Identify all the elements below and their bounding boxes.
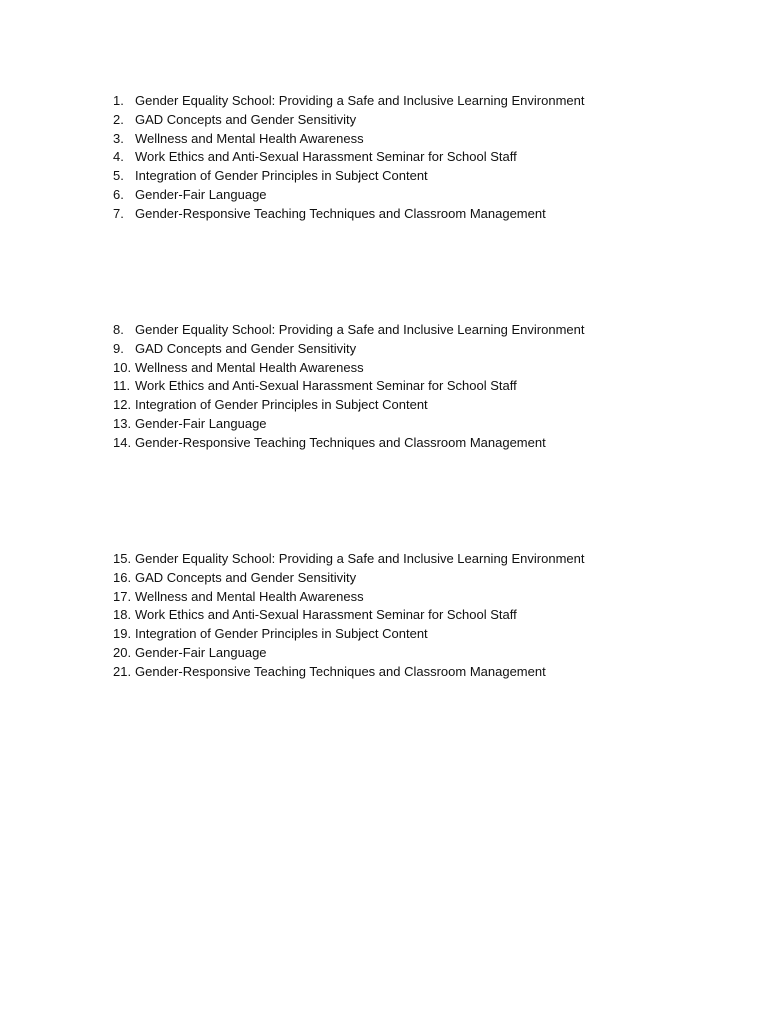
list-item	[113, 588, 753, 607]
item-text: GAD Concepts and Gender Sensitivity	[135, 340, 357, 356]
list-item	[113, 434, 753, 453]
item-number: 5.	[113, 168, 124, 184]
list-item	[113, 569, 753, 588]
item-number: 2.	[113, 111, 124, 127]
list-item	[113, 550, 753, 569]
item-number: 17.	[113, 588, 132, 604]
list-item	[113, 606, 753, 625]
item-text: Gender-Responsive Teaching Techniques and Classroom Management	[135, 434, 546, 450]
item-number: 10.	[113, 359, 132, 375]
item-text: Gender Equality School: Providing a Safe and Inclusive Learning Environment	[135, 322, 585, 337]
list-item	[113, 625, 753, 644]
item-number: 12.	[113, 397, 132, 413]
item-text: Gender Equality School: Providing a Safe and Inclusive Learning Environment	[135, 551, 585, 566]
list-item	[113, 186, 753, 205]
item-text: GAD Concepts and Gender Sensitivity	[135, 569, 357, 585]
item-text: Work Ethics and Anti-Sexual Harassment Seminar for School Staff	[135, 607, 517, 623]
item-number: 21.	[113, 663, 132, 679]
list-item	[113, 644, 753, 663]
item-number: 1.	[113, 93, 124, 108]
item-text: Gender-Fair Language	[135, 186, 267, 202]
item-number: 20.	[113, 644, 132, 660]
item-text: Gender-Responsive Teaching Techniques and Classroom Management	[135, 205, 546, 221]
item-number: 4.	[113, 149, 124, 165]
item-number: 19.	[113, 626, 132, 642]
list-item	[113, 92, 753, 111]
item-text: Gender-Fair Language	[135, 644, 267, 660]
list-item	[113, 167, 753, 186]
item-text: Integration of Gender Principles in Subject Content	[135, 397, 428, 413]
item-number: 9.	[113, 340, 124, 356]
item-text: Gender Equality School: Providing a Safe and Inclusive Learning Environment	[135, 93, 585, 108]
list-item	[113, 359, 753, 378]
item-number: 6.	[113, 186, 124, 202]
list-item	[113, 205, 753, 224]
item-number: 18.	[113, 607, 132, 623]
item-text: Wellness and Mental Health Awareness	[135, 130, 364, 146]
item-number: 7.	[113, 205, 124, 221]
item-text: Wellness and Mental Health Awareness	[135, 359, 364, 375]
item-text: Integration of Gender Principles in Subject Content	[135, 626, 428, 642]
item-number: 14.	[113, 434, 132, 450]
item-text: GAD Concepts and Gender Sensitivity	[135, 111, 357, 127]
item-text: Work Ethics and Anti-Sexual Harassment Seminar for School Staff	[135, 149, 517, 165]
item-number: 15.	[113, 551, 132, 566]
item-number: 3.	[113, 130, 124, 146]
list-item	[113, 148, 753, 167]
list-item	[113, 377, 753, 396]
list-item	[113, 321, 753, 340]
list-item	[113, 340, 753, 359]
item-number: 11.	[113, 378, 131, 394]
list-item	[113, 415, 753, 434]
list-item	[113, 130, 753, 149]
numbered-list-2	[113, 321, 753, 453]
list-item	[113, 111, 753, 130]
item-number: 8.	[113, 322, 124, 337]
item-text: Integration of Gender Principles in Subject Content	[135, 168, 428, 184]
item-text: Gender-Responsive Teaching Techniques and Classroom Management	[135, 663, 546, 679]
numbered-list-1	[113, 92, 753, 224]
item-text: Gender-Fair Language	[135, 415, 267, 431]
item-text: Wellness and Mental Health Awareness	[135, 588, 364, 604]
numbered-list-3	[113, 550, 753, 682]
list-item	[113, 663, 753, 682]
item-number: 16.	[113, 569, 132, 585]
list-item	[113, 396, 753, 415]
item-number: 13.	[113, 415, 132, 431]
item-text: Work Ethics and Anti-Sexual Harassment Seminar for School Staff	[135, 378, 517, 394]
